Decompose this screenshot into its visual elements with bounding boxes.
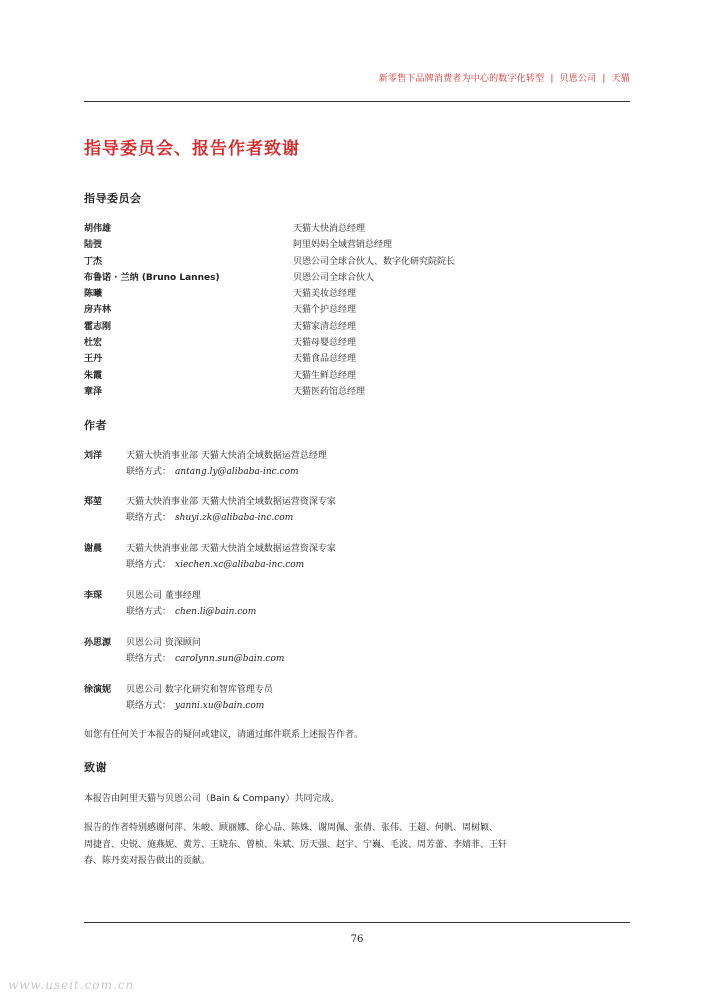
author-name: 谢晨 [84, 544, 103, 554]
committee-row [84, 237, 630, 253]
page-title: 指导委员会、报告作者致谢 [84, 139, 300, 159]
header-separator: | [550, 74, 554, 84]
author-email[interactable]: chen.li@bain.com [175, 607, 257, 617]
author-email[interactable]: xiechen.xc@alibaba-inc.com [175, 560, 305, 570]
acknowledgements-heading: 致谢 [84, 761, 107, 774]
thanks-line: 报告的作者特别感谢何萍、朱峻、顾丽娜、徐心品、陈姝、谢周佩、张倩、张伟、王超、何帆、周树颖、 [84, 823, 499, 833]
member-name: 布鲁诺 · 兰纳 (Bruno Lannes) [84, 272, 220, 283]
member-title: 天猫医药馆总经理 [293, 386, 366, 397]
contact-label: 联络方式： [126, 467, 172, 477]
member-title: 贝恩公司全球合伙人、数字化研究院院长 [293, 256, 456, 267]
member-name: 章泽 [84, 386, 103, 397]
running-header [84, 71, 630, 84]
authors-note: 如您有任何关于本报告的疑问或建议，请通过邮件联系上述报告作者。 [84, 730, 364, 740]
member-title: 阿里妈妈全域营销总经理 [293, 240, 393, 251]
author-name: 徐演妮 [84, 685, 112, 695]
author-role: 贝恩公司 数字化研究和智库管理专员 [126, 685, 273, 695]
member-title: 天猫生鲜总经理 [293, 370, 357, 381]
member-name: 王丹 [84, 354, 103, 365]
committee-row [84, 270, 630, 286]
contact-label: 联络方式： [126, 513, 172, 523]
member-title: 天猫家清总经理 [293, 321, 357, 332]
committee-row [84, 351, 630, 367]
page-number: 76 [350, 934, 364, 945]
committee-row [84, 302, 630, 318]
acknowledgements-intro: 本报告由阿里天猫与贝恩公司（Bain & Company）共同完成。 [84, 794, 340, 804]
member-title: 天猫美妆总经理 [293, 289, 357, 300]
author-contact [126, 604, 256, 617]
contact-label: 联络方式： [126, 654, 172, 664]
contact-label: 联络方式： [126, 560, 172, 570]
author-name: 孙思源 [84, 638, 112, 648]
header-org-bain: 贝恩公司 [559, 74, 597, 84]
author-role: 天猫大快消事业部 天猫大快消全域数据运营资深专家 [126, 544, 336, 554]
author-role: 天猫大快消事业部 天猫大快消全域数据运营资深专家 [126, 497, 336, 507]
contact-label: 联络方式： [126, 607, 172, 617]
author-name: 李琛 [84, 591, 103, 601]
contact-label: 联络方式： [126, 701, 172, 711]
member-name: 陆弢 [84, 240, 103, 251]
authors-heading: 作者 [84, 419, 107, 432]
committee-heading: 指导委员会 [84, 192, 142, 205]
author-email[interactable]: antang.ly@alibaba-inc.com [175, 467, 299, 477]
author-contact [126, 510, 293, 523]
author-email[interactable]: carolynn.sun@bain.com [175, 654, 285, 664]
author-contact [126, 557, 304, 570]
member-title: 天猫母婴总经理 [293, 338, 357, 349]
author-role: 贝恩公司 董事经理 [126, 591, 201, 601]
committee-list [84, 221, 630, 400]
author-name: 郑堃 [84, 497, 103, 507]
member-title: 天猫大快消总经理 [293, 224, 366, 234]
member-title: 贝恩公司全球合伙人 [293, 272, 375, 283]
member-name: 杜宏 [84, 338, 103, 349]
committee-row [84, 221, 630, 237]
acknowledgements-thanks [84, 820, 634, 870]
header-report-title: 新零售下品牌消费者为中心的数字化转型 [378, 74, 545, 84]
header-org-tmall: 天猫 [611, 74, 630, 84]
member-name: 陈曦 [84, 289, 103, 300]
member-name: 胡伟雄 [84, 224, 112, 234]
thanks-line: 春、陈丹奕对报告做出的贡献。 [84, 856, 211, 866]
member-title: 天猫食品总经理 [293, 354, 357, 365]
author-role: 贝恩公司 资深顾问 [126, 638, 201, 648]
footer-rule [84, 922, 630, 923]
member-title: 天猫个护总经理 [293, 305, 357, 316]
member-name: 霍志刚 [84, 321, 112, 332]
member-name: 朱霞 [84, 370, 103, 381]
header-rule [84, 101, 630, 102]
author-contact [126, 464, 299, 477]
author-email[interactable]: yanni.xu@bain.com [175, 701, 265, 711]
thanks-line: 周捷音、史锐、施燕妮、黄芳、王晓东、曾桢、朱斌、厉天强、赵宇、宁巍、毛波、周芳蕾、李婧菲、王轩 [84, 839, 508, 850]
header-separator: | [602, 74, 606, 84]
committee-row [84, 335, 630, 351]
member-name: 房卉林 [84, 305, 112, 316]
author-role: 天猫大快消事业部 天猫大快消全域数据运营总经理 [126, 451, 327, 461]
committee-row [84, 384, 630, 400]
watermark: www.useit.com.cn [8, 978, 135, 992]
member-name: 丁杰 [84, 256, 103, 267]
author-name: 刘洋 [84, 451, 103, 461]
author-email[interactable]: shuyi.zk@alibaba-inc.com [175, 513, 294, 523]
committee-row [84, 319, 630, 335]
committee-row [84, 368, 630, 384]
author-contact [126, 651, 284, 664]
committee-row [84, 254, 630, 270]
author-contact [126, 698, 264, 711]
committee-row [84, 286, 630, 302]
